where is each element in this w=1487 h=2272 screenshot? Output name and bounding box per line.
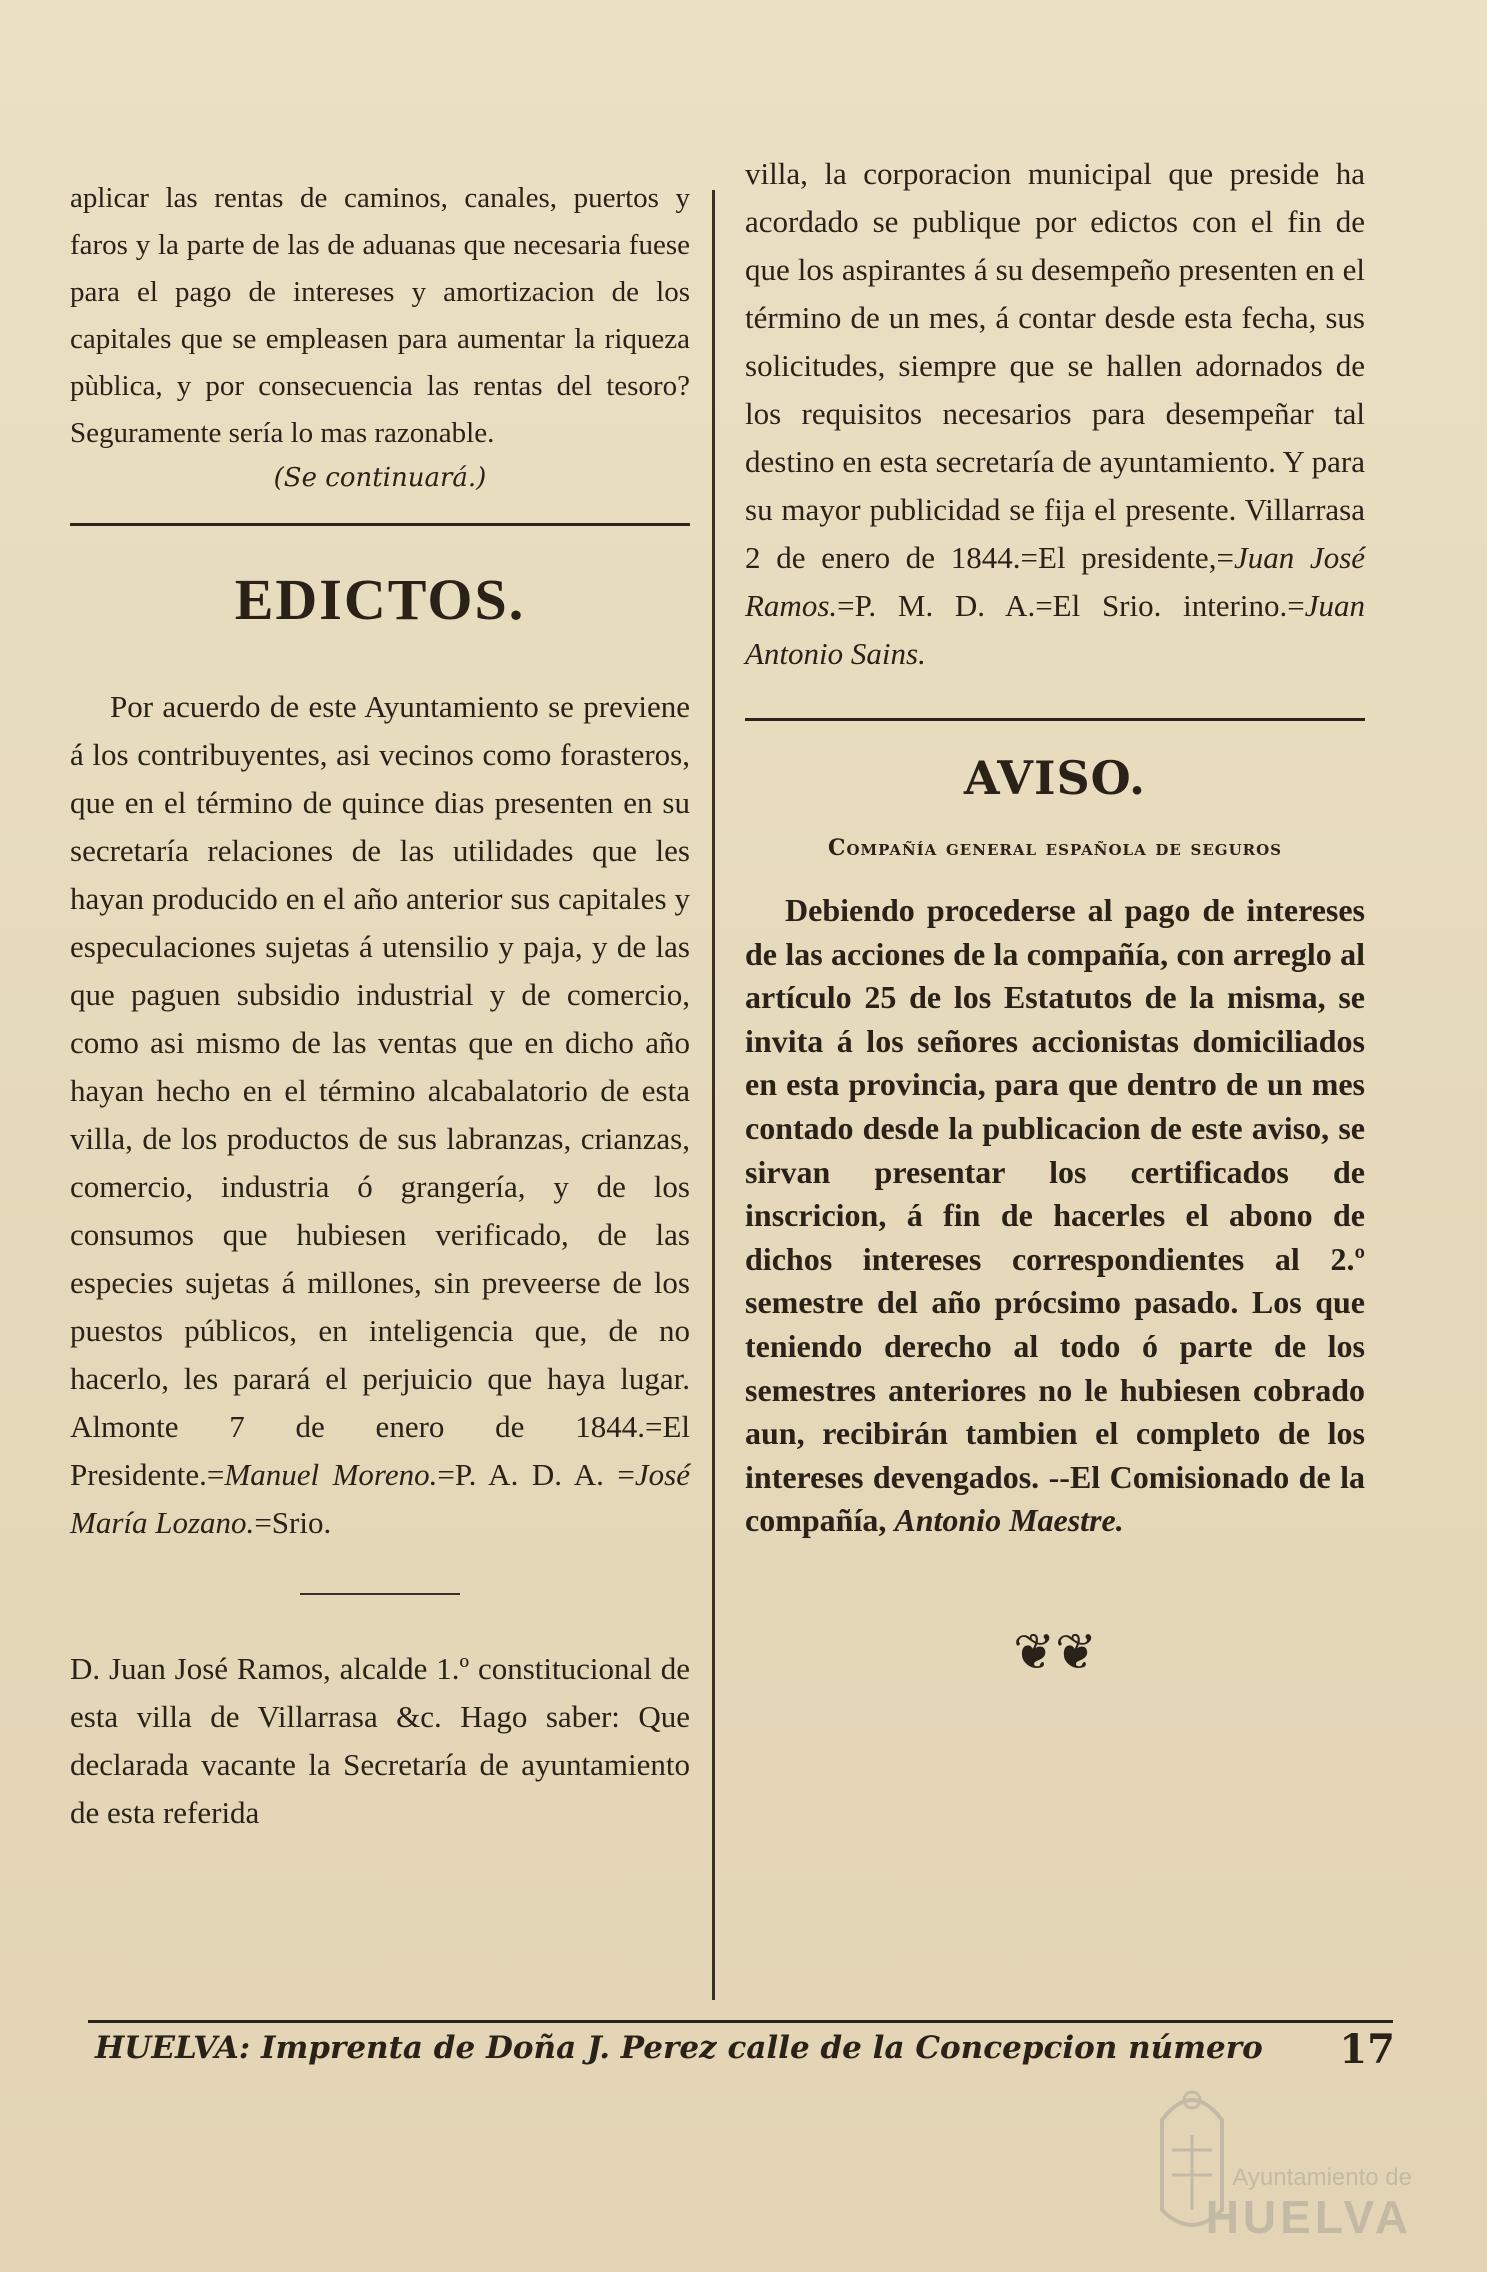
aviso-subheading: Compañía general española de seguros xyxy=(827,835,1283,861)
aviso-signature: Antonio Maestre. xyxy=(894,1502,1124,1539)
short-rule xyxy=(300,1593,460,1595)
edict-villarrasa-mid: =P. M. D. A.=El Srio. interino.= xyxy=(837,588,1305,623)
edict-almonte-signature-1: Manuel Moreno. xyxy=(224,1457,438,1492)
edict-almonte-signature-2: José María Lozano. xyxy=(70,1457,690,1540)
edict-villarrasa-start: D. Juan José Ramos, alcalde 1.º constitucional de esta villa de Villarrasa &c. Hago saber: Que declarada vacante la Secretaría de ayuntamiento de esta referida xyxy=(70,1651,690,1830)
imprint-footer xyxy=(95,2026,1395,2073)
aviso-text xyxy=(745,889,1365,1543)
section-rule xyxy=(745,718,1365,721)
edict-almonte-text: Por acuerdo de este Ayuntamiento se previene á los contribuyentes, asi vecinos como forasteros, que en el término de quince dias presenten en su secretaría relaciones de las utilidades que les hayan producido en el año anterior sus capitales y especulaciones sujetas á utensilio y paja, y de las que paguen subsidio industrial y de comercio, como asi mismo de las ventas que en dicho año hayan hecho en el término alcabalatorio de esta villa, de los productos de sus labranzas, crianzas, comercio, industria ó grangería, y de los consumos que hubiesen verificado, de las especies sujetas á millones, sin preveerse de los puestos públicos, en inteligencia que, de no hacerlo, les parará el perjuicio que haya lugar. Almonte 7 de enero de 1844.=El Presidente.= xyxy=(70,689,690,1492)
imprint-text: HUELVA: Imprenta de Doña J. Perez calle de la Concepcion número xyxy=(95,2030,1263,2066)
aviso-body: Debiendo procederse al pago de intereses de las acciones de la compañía, con arreglo al artículo 25 de los Estatutos de la misma, se invita á los señores accionistas domiciliados en esta provincia, para que dentro de un mes contado desde la publicacion de este aviso, se sirvan presentar los certificados de inscricion, á fin de hacerles el abono de dichos intereses correspondientes al 2.º semestre del año prócsimo pasado. Los que teniendo derecho al todo ó parte de los semestres anteriores no le hubiesen cobrado aun, recibirán tambien el completo de los intereses devengados. --El Comisionado de la compañía, xyxy=(745,892,1365,1539)
column-divider xyxy=(712,190,715,2000)
aviso-heading: AVISO. xyxy=(963,751,1147,805)
watermark-line-1: Ayuntamiento de xyxy=(1232,2164,1412,2191)
right-column xyxy=(745,150,1365,1681)
edict-villarrasa-signature-2: Juan Antonio Sains. xyxy=(745,588,1365,671)
edicts-heading: EDICTOS. xyxy=(234,567,526,632)
ornament-flourish: ❦❦ xyxy=(1013,1622,1097,1681)
edict-almonte-mid: =P. A. D. A. = xyxy=(437,1457,635,1492)
watermark xyxy=(1122,2080,1412,2250)
edict-villarrasa-continued xyxy=(745,150,1365,678)
watermark-line-2: HUELVA xyxy=(1205,2191,1412,2243)
continues-note: (Se continuará.) xyxy=(273,463,487,493)
edict-almonte xyxy=(70,683,690,1547)
continuation-paragraph: aplicar las rentas de caminos, canales, puertos y faros y la parte de las de aduanas que necesaria fuese para el pago de intereses y amortizacion de los capitales que se empleasen para aumentar la riqueza pùblica, y por consecuencia las rentas del tesoro? Seguramente sería lo mas razonable. xyxy=(70,182,690,449)
footer-rule xyxy=(88,2020,1393,2023)
left-column xyxy=(70,175,690,1837)
edict-villarrasa-signature-1: Juan José Ramos. xyxy=(745,540,1366,623)
edict-almonte-end: =Srio. xyxy=(254,1505,332,1540)
edict-villarrasa-text: villa, la corporacion municipal que preside ha acordado se publique por edictos con el fin de que los aspirantes á su desempeño presenten en el término de un mes, á contar desde esta fecha, sus solicitudes, siempre que se hallen adornados de los requisitos necesarios para desempeñar tal destino en esta secretaría de ayuntamiento. Y para su mayor publicidad se fija el presente. Villarrasa 2 de enero de 1844.=El presidente,= xyxy=(745,156,1365,575)
section-rule xyxy=(70,523,690,526)
page-number: 17 xyxy=(1339,2026,1395,2073)
